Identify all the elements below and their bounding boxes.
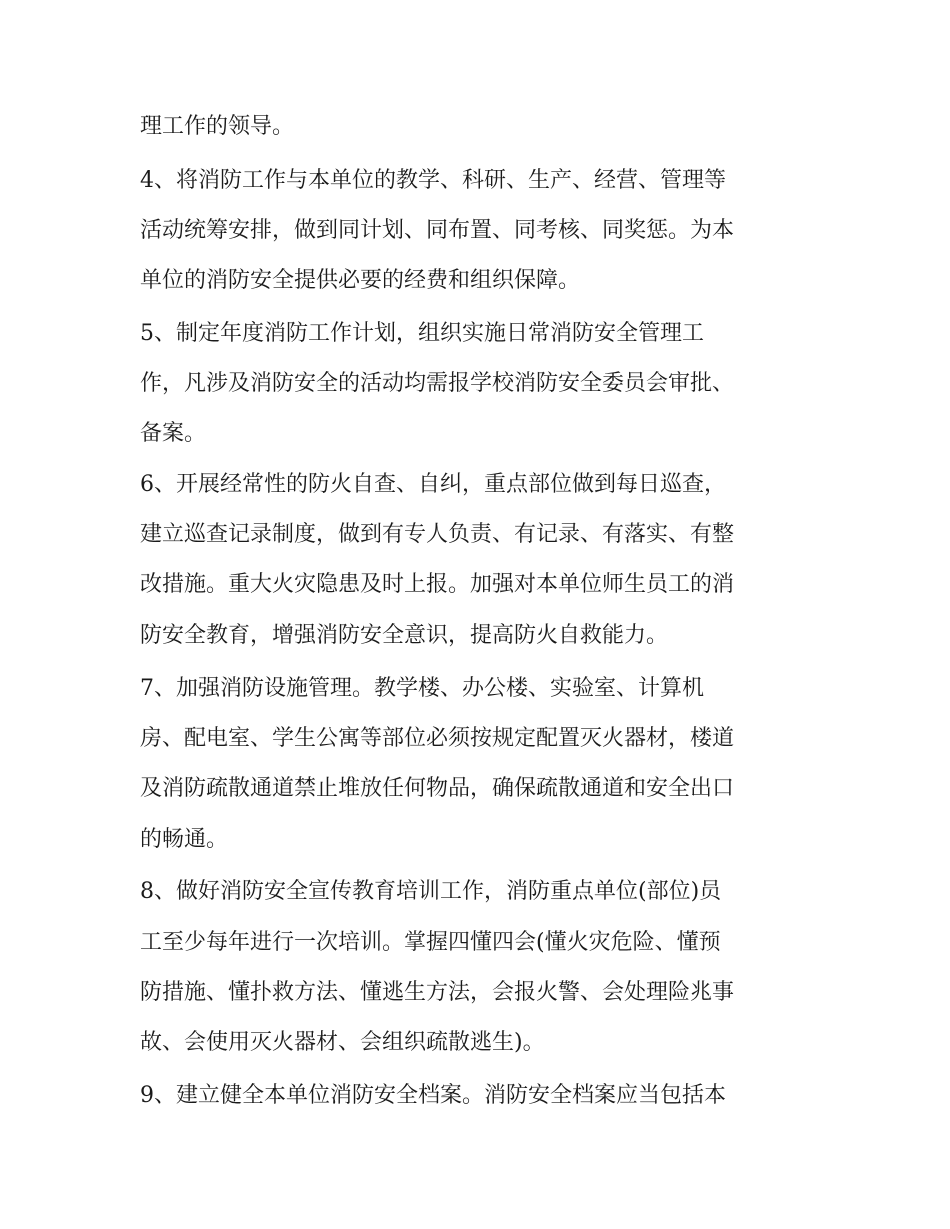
text-line: 的畅通。: [140, 827, 229, 852]
text-line: 9、建立健全本单位消防安全档案。消防安全档案应当包括本: [140, 1083, 726, 1108]
text-line: 8、做好消防安全宣传教育培训工作，消防重点单位(部位)员: [140, 879, 722, 904]
text-line: 4、将消防工作与本单位的教学、科研、生产、经营、管理等: [140, 168, 726, 193]
text-line: 单位的消防安全提供必要的经费和组织保障。: [140, 268, 581, 293]
text-line: 建立巡查记录制度，做到有专人负责、有记录、有落实、有整: [140, 522, 735, 547]
text-line: 工至少每年进行一次培训。掌握四懂四会(懂火灾危险、懂预: [140, 930, 721, 955]
text-line: 活动统筹安排，做到同计划、同布置、同考核、同奖惩。为本: [140, 218, 735, 243]
text-line: 故、会使用灭火器材、会组织疏散逃生)。: [140, 1030, 545, 1055]
text-line: 防措施、懂扑救方法、懂逃生方法，会报火警、会处理险兆事: [140, 980, 735, 1005]
text-line: 改措施。重大火灾隐患及时上报。加强对本单位师生员工的消: [140, 572, 735, 597]
text-line: 备案。: [140, 421, 207, 446]
text-line: 6、开展经常性的防火自查、自纠，重点部位做到每日巡查，: [140, 472, 726, 497]
text-line: 理工作的领导。: [140, 114, 295, 139]
text-line: 及消防疏散通道禁止堆放任何物品，确保疏散通道和安全出口: [140, 776, 735, 801]
text-line: 5、制定年度消防工作计划，组织实施日常消防安全管理工: [140, 321, 704, 346]
text-line: 作，凡涉及消防安全的活动均需报学校消防安全委员会审批、: [140, 371, 735, 396]
text-line: 防安全教育，增强消防安全意识，提高防火自救能力。: [140, 623, 669, 648]
text-line: 房、配电室、学生公寓等部位必须按规定配置灭火器材，楼道: [140, 726, 735, 751]
text-line: 7、加强消防设施管理。教学楼、办公楼、实验室、计算机: [140, 676, 704, 701]
